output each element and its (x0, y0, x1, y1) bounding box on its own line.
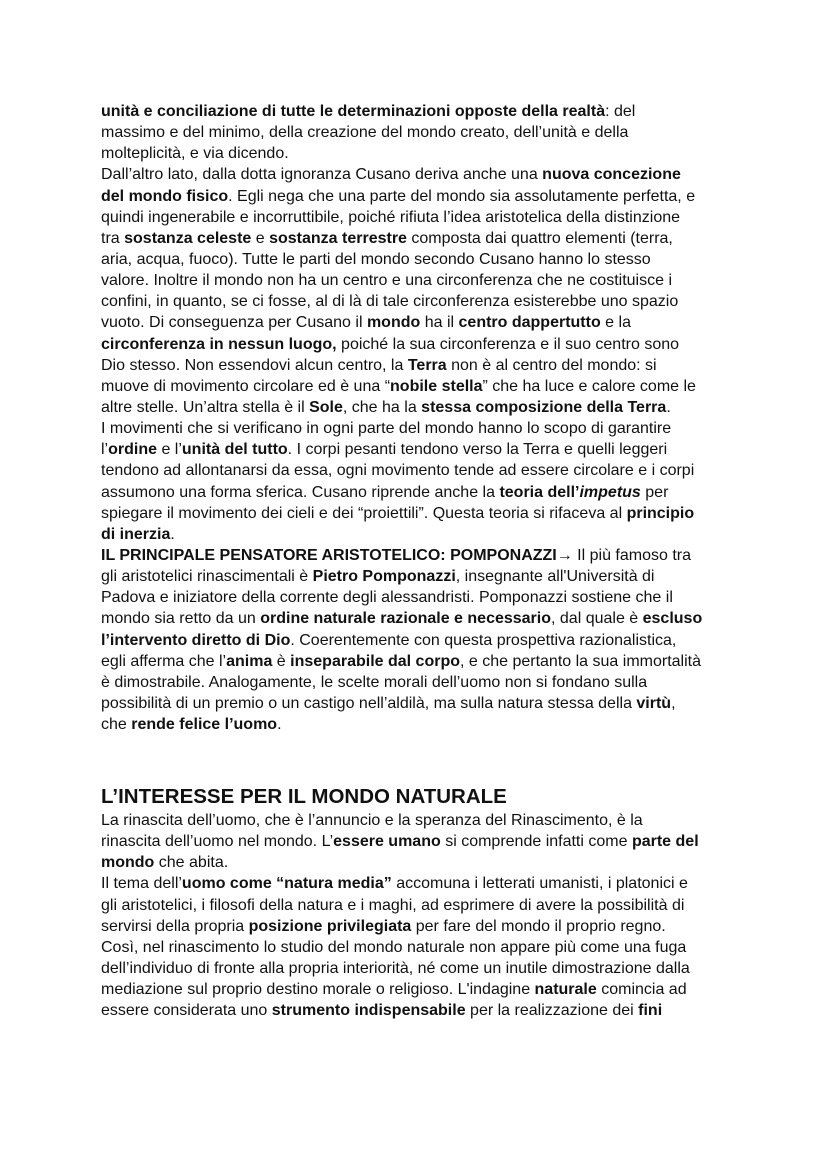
text-segment: servirsi della propria (101, 917, 249, 935)
text-segment: . Coerentemente con questa prospettiva razionalistica, (290, 631, 677, 649)
text-segment: . (277, 716, 282, 734)
bold-text: Pietro Pomponazzi (312, 568, 456, 586)
text-segment: tendono ad allontanarsi da essa, ogni movimento tende ad essere circolare e i corpi (101, 462, 695, 480)
text-line (101, 937, 741, 958)
text-line (101, 672, 741, 693)
text-line (101, 249, 741, 270)
bold-text: IL PRINCIPALE PENSATORE ARISTOTELICO: POMPONAZZI (101, 546, 557, 564)
text-segment: dell’individuo di fronte alla propria interiorità, né come un inutile dimostrazione dalla (101, 959, 690, 977)
text-segment: . (666, 398, 671, 416)
bold-text: virtù (636, 694, 672, 712)
text-segment: per (640, 483, 669, 501)
text-line (101, 101, 741, 122)
text-line (101, 460, 741, 481)
text-segment: Dio stesso. Non essendovi alcun centro, la (101, 356, 408, 374)
body-text-mondo-naturale (101, 810, 741, 1021)
bold-text: sostanza terrestre (269, 229, 407, 247)
text-segment: . I corpi pesanti tendono verso la Terra e quelli leggeri (287, 441, 668, 459)
text-segment: quindi ingenerabile e incorruttibile, poiché rifiuta l’idea aristotelica della distinzione (101, 208, 681, 226)
bold-text: circonferenza in nessun luogo, (101, 335, 337, 353)
text-segment: Dall’altro lato, dalla dotta ignoranza Cusano deriva anche una (101, 166, 543, 184)
text-segment: : del (605, 103, 636, 120)
text-segment: ” che ha luce e calore come le (482, 377, 696, 395)
text-segment: l’ (101, 441, 109, 459)
text-segment: . Egli nega che una parte del mondo sia assolutamente perfetta, e (228, 187, 696, 205)
text-line (101, 334, 741, 355)
text-segment: confini, in quanto, se ci fosse, al di là di tale circonferenza esisterebbe uno spazio (101, 293, 679, 311)
text-segment: si comprende infatti come (440, 833, 632, 851)
text-line (101, 1000, 741, 1021)
bold-text: nobile stella (390, 377, 483, 395)
text-segment: per fare del mondo il proprio regno. (411, 917, 666, 935)
bold-text: principio (626, 504, 695, 522)
bold-text: Sole (309, 398, 343, 416)
bold-text: anima (226, 652, 273, 670)
text-segment: mondo sia retto da un (101, 610, 261, 628)
text-segment: → Il più famoso tra (556, 546, 692, 564)
text-line (101, 186, 741, 207)
bold-text: impetus (579, 483, 641, 501)
text-line (101, 418, 741, 439)
text-line (101, 831, 741, 852)
text-segment: e la (600, 314, 631, 332)
text-line (101, 503, 741, 524)
text-segment: e l’ (157, 441, 182, 459)
text-segment: , dal quale è (551, 610, 643, 628)
text-segment: , insegnante all'Università di (455, 568, 655, 586)
bold-text: naturale (534, 981, 597, 999)
text-line (101, 852, 741, 873)
text-segment: per la realizzazione dei (465, 1002, 639, 1020)
text-line (101, 916, 741, 937)
bold-text: unità e conciliazione di tutte le determinazioni opposte della realtà (101, 103, 606, 120)
bold-text: mondo (366, 314, 421, 332)
text-line (101, 228, 741, 249)
text-segment: spiegare il movimento dei cieli e dei “proiettili”. Questa teoria si rifaceva al (101, 504, 627, 522)
bold-text: fini (638, 1002, 663, 1020)
bold-text: centro dappertutto (458, 314, 601, 332)
text-segment: molteplicità, e via dicendo. (101, 145, 289, 163)
section-heading: L’INTERESSE PER IL MONDO NATURALE (101, 785, 507, 808)
text-segment: aria, acqua, fuoco). Tutte le parti del mondo secondo Cusano hanno lo stesso (101, 250, 651, 268)
text-segment: mediazione sul proprio destino morale o religioso. L'indagine (101, 981, 535, 999)
text-segment: accomuna i letterati umanisti, i platonici e (391, 875, 688, 893)
bold-text: l’intervento diretto di Dio (101, 631, 291, 649)
bold-text: essere umano (333, 833, 441, 851)
text-segment: gli aristotelici rinascimentali è (101, 568, 313, 586)
bold-text: unità del tutto (181, 441, 288, 459)
bold-text: del mondo fisico (101, 187, 229, 205)
bold-text: posizione privilegiata (248, 917, 412, 935)
text-segment: poiché la sua circonferenza e il suo centro sono (336, 335, 680, 353)
text-segment: non è al centro del mondo: si (446, 356, 657, 374)
text-line (101, 439, 741, 460)
bold-text: ordine (108, 441, 157, 459)
text-line (101, 873, 741, 894)
text-segment: , (671, 694, 676, 712)
bold-text: ordine naturale razionale e necessario (260, 610, 551, 628)
text-segment: assumono una forma sferica. Cusano riprende anche la (101, 483, 500, 501)
text-segment: , che ha la (342, 398, 422, 416)
text-segment: essere considerata uno (101, 1002, 272, 1020)
text-line (101, 397, 741, 418)
text-line (101, 524, 741, 545)
bold-text: parte del (631, 833, 699, 851)
text-segment: valore. Inoltre il mondo non ha un centro e una circonferenza che ne costituisce i (101, 272, 672, 290)
text-segment: La rinascita dell’uomo, che è l’annuncio e la speranza del Rinascimento, è la (101, 812, 643, 829)
text-line (101, 312, 741, 333)
text-line (101, 545, 741, 566)
text-line (101, 122, 741, 143)
text-segment: composta dai quattro elementi (terra, (406, 229, 673, 247)
text-segment: tra (101, 229, 125, 247)
text-segment: Il tema dell’ (101, 875, 182, 893)
text-line (101, 714, 741, 735)
text-segment: rinascita dell’uomo nel mondo. L’ (101, 833, 334, 851)
bold-text: Terra (407, 356, 447, 374)
bold-text: stessa composizione della Terra (421, 398, 667, 416)
text-line (101, 207, 741, 228)
bold-text: di inerzia (101, 525, 171, 543)
text-line (101, 608, 741, 629)
bold-text: uomo come “natura media” (181, 875, 392, 893)
body-text-cusano-pomponazzi (101, 101, 741, 735)
text-line (101, 895, 741, 916)
text-line (101, 376, 741, 397)
bold-text: inseparabile dal corpo (290, 652, 460, 670)
text-line (101, 482, 741, 503)
text-line (101, 979, 741, 1000)
text-segment: , e che pertanto la sua immortalità (459, 652, 701, 670)
text-line (101, 164, 741, 185)
text-line (101, 651, 741, 672)
text-segment: Padova e iniziatore della corrente degli alessandristi. Pomponazzi sostiene che il (101, 589, 673, 607)
text-segment: è dimostrabile. Analogamente, le scelte morali dell’uomo non si fondano sulla (101, 673, 648, 691)
bold-text: rende felice l’uomo (131, 716, 278, 734)
text-line (101, 693, 741, 714)
text-segment: massimo e del minimo, della creazione del mondo creato, dell’unità e della (101, 124, 629, 142)
text-line (101, 355, 741, 376)
bold-text: strumento indispensabile (271, 1002, 466, 1020)
bold-text: teoria dell’ (499, 483, 580, 501)
text-line (101, 291, 741, 312)
text-line (101, 630, 741, 651)
text-segment: vuoto. Di conseguenza per Cusano il (101, 314, 367, 332)
bold-text: mondo (101, 854, 155, 872)
text-segment: e (251, 229, 270, 247)
text-line (101, 143, 741, 164)
text-line (101, 566, 741, 587)
bold-text: escluso (642, 610, 703, 628)
text-segment: possibilità di un premio o un castigo nell’aldilà, ma sulla natura stessa della (101, 694, 637, 712)
text-line (101, 958, 741, 979)
text-segment: che abita. (154, 854, 229, 872)
text-line (101, 587, 741, 608)
text-line (101, 270, 741, 291)
text-segment: muove di movimento circolare ed è una “ (101, 377, 391, 395)
text-segment: egli afferma che l’ (101, 652, 227, 670)
text-line (101, 810, 741, 831)
text-segment: altre stelle. Un’altra stella è il (101, 398, 310, 416)
text-segment: ha il (420, 314, 459, 332)
bold-text: sostanza celeste (124, 229, 252, 247)
text-segment: . (170, 525, 175, 543)
bold-text: nuova concezione (542, 166, 681, 184)
text-segment: Così, nel rinascimento lo studio del mondo naturale non appare più come una fuga (101, 938, 687, 956)
text-segment: è (272, 652, 291, 670)
text-segment: che (101, 716, 132, 734)
text-segment: comincia ad (596, 981, 687, 999)
text-segment: I movimenti che si verificano in ogni parte del mondo hanno lo scopo di garantire (101, 420, 672, 438)
text-segment: gli aristotelici, i filosofi della natura e i maghi, ad esprimere di avere la possibilità di (101, 896, 685, 914)
